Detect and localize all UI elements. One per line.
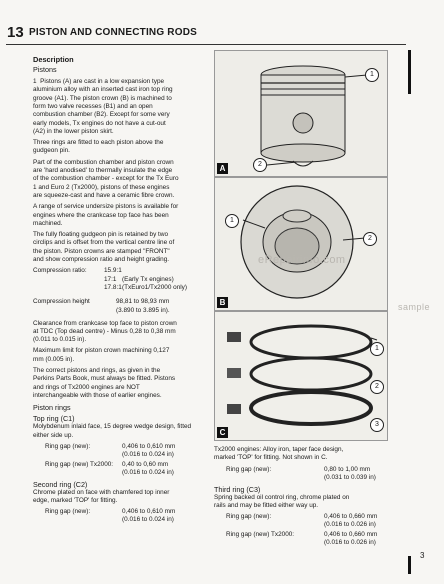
- watermark-sample: sample: [398, 302, 431, 312]
- ring-gap-value2: (0.016 to 0.024 in): [122, 450, 174, 458]
- ring-gap-value2: (0.031 to 0.039 in): [324, 473, 376, 481]
- text-line: form two valve recesses (B1) and an open: [33, 102, 153, 110]
- subheading: Top ring (C1): [33, 413, 75, 423]
- ring-gap-value: 0,406 to 0,660 mm: [324, 513, 378, 521]
- page-header: [0, 0, 444, 48]
- section-title: PISTON AND CONNECTING RODS: [29, 27, 197, 38]
- text-line: aluminium alloy with an inserted cast iron top ring: [33, 86, 173, 94]
- text-line: The correct pistons and rings, as given in the: [33, 367, 161, 374]
- text-line: interchangeable with those of earlier engines.: [33, 391, 162, 399]
- comp-height-label: Compression height: [33, 298, 90, 306]
- figure-a: [214, 50, 388, 177]
- ring-gap-value: 0,406 to 0,610 mm: [122, 442, 176, 450]
- subheading: Piston rings: [33, 403, 71, 413]
- text-line: Clearance from crankcase top face to piston crown: [33, 319, 177, 327]
- text-line: are squeeze-cast and have a ceramic fibre crown.: [33, 191, 175, 199]
- compression-note: (Early Tx engines): [122, 275, 174, 283]
- ring-gap-value: 0,406 to 0,610 mm: [122, 508, 176, 516]
- ring-gap-value2: (0.016 to 0.026 in): [324, 539, 376, 547]
- ring-gap-label: Ring gap (new):: [226, 513, 272, 521]
- ring-gap-label: Ring gap (new):: [45, 508, 91, 516]
- watermark-text: eRepairinfo.com: [258, 254, 346, 266]
- piston-rings-illustration: [215, 312, 387, 440]
- text-line: Molybdenum inlaid face, 15 degree wedge design, fitted: [33, 423, 192, 431]
- margin-mark: 3: [420, 551, 425, 560]
- callout-1: 1: [370, 342, 384, 356]
- text-line: are 'hard anodised' to thermally insulate the edge: [33, 167, 173, 174]
- text-line: Spring backed oil control ring, chrome plated on: [214, 493, 350, 501]
- text-line: and show compression ratio and height grading.: [33, 256, 170, 263]
- text-line: engines where the crankcase top face has been: [33, 211, 169, 219]
- text-line: mm (0.005 in).: [33, 355, 75, 363]
- text-line: 1 and Euro 2 (Tx2000), pistons of these engines: [33, 183, 170, 191]
- text-line: The fully floating gudgeon pin is retained by two: [33, 231, 168, 239]
- text-line: of the combustion chamber - except for the Tx Euro: [33, 175, 179, 183]
- text-line: (0.011 to 0.015 in).: [33, 336, 87, 344]
- text-line: A range of service undersize pistons is available for: [33, 203, 179, 211]
- callout-3: 3: [370, 418, 384, 432]
- text-line: combustion chamber (B2). Except for some very: [33, 111, 170, 119]
- compression-ratio: 15.9:1: [104, 267, 122, 275]
- comp-height-value: 98,81 to 98,93 mm: [116, 298, 170, 306]
- compression-ratio: 17:1: [104, 275, 117, 283]
- section-number: 13: [7, 24, 24, 41]
- section-heading: Description: [33, 55, 74, 64]
- ring-gap-label: Ring gap (new):: [45, 442, 91, 450]
- text-line: at TDC (Top dead centre) - Minus 0,28 to 0,38 mm: [33, 327, 176, 335]
- subheading: Pistons: [33, 65, 57, 74]
- callout-2: 2: [253, 158, 267, 172]
- ring-gap-value2: (0.016 to 0.026 in): [324, 521, 376, 529]
- text-line: Chrome plated on face with chamfered top inner: [33, 488, 170, 496]
- callout-2: 2: [363, 232, 377, 246]
- text-line: Three rings are fitted to each piston above the: [33, 139, 164, 147]
- callout-1: 1: [225, 214, 239, 228]
- figure-tag: A: [217, 163, 228, 174]
- text-line: early models, Tx engines do not have a cut-out: [33, 119, 166, 127]
- ring-gap-value: 0,406 to 0,660 mm: [324, 531, 378, 539]
- compression-ratio: 17.8:1: [104, 283, 122, 291]
- piston-crown-illustration: [215, 178, 387, 310]
- ring-gap-value: 0,80 to 1,00 mm: [324, 465, 371, 473]
- ring-gap-value: 0,40 to 0,60 mm: [122, 460, 169, 468]
- text-line: the piston. Piston crowns are stamped "FRONT": [33, 247, 170, 255]
- text-line: Maximum limit for piston crown machining 0,127: [33, 347, 170, 355]
- callout-1: 1: [365, 68, 379, 82]
- text-line: (A2) in the lower piston skirt.: [33, 127, 114, 135]
- text-line: Tx2000 engines: Alloy iron, taper face design,: [214, 446, 344, 453]
- text-line: and rings of Tx2000 engines are NOT: [33, 383, 140, 391]
- text-line: Part of the combustion chamber and piston crown: [33, 158, 174, 166]
- figure-b: [214, 177, 388, 311]
- text-line: either side up.: [33, 431, 74, 439]
- text-line: gudgeon pin.: [33, 147, 70, 155]
- ring-gap-label: Ring gap (new):: [226, 465, 272, 473]
- subheading: Second ring (C2): [33, 479, 88, 489]
- header-rule: [6, 44, 406, 45]
- margin-bar: [408, 556, 411, 574]
- ring-gap-label: Ring gap (new) Tx2000:: [226, 531, 295, 539]
- figure-tag: B: [217, 297, 228, 308]
- subheading: Third ring (C3): [214, 484, 261, 494]
- callout-2: 2: [370, 380, 384, 394]
- text-line: 1 Pistons (A) are cast in a low expansion type: [33, 78, 165, 85]
- text-line: circlips and is offset from the vertical centre line of: [33, 239, 175, 247]
- ring-gap-value2: (0.016 to 0.024 in): [122, 516, 174, 524]
- text-line: rails and may be fitted either way up.: [214, 501, 319, 509]
- text-line: Perkins Parts Book, must always be fitted. Pistons: [33, 375, 176, 383]
- text-line: groove (A1). The piston crown (B) is machined to: [33, 94, 172, 102]
- ring-gap-value2: (0.016 to 0.024 in): [122, 468, 174, 476]
- ring-gap-label: Ring gap (new) Tx2000:: [45, 460, 114, 468]
- text-line: machined.: [33, 219, 63, 227]
- compression-label: Compression ratio:: [33, 267, 87, 275]
- compression-note: (TxEuro1/Tx2000 only): [122, 283, 187, 291]
- text-line: marked 'TOP' for fitting. Not shown in C.: [214, 454, 328, 462]
- comp-height-value2: (3.890 to 3.895 in).: [116, 306, 170, 314]
- figure-tag: C: [217, 427, 228, 438]
- piston-side-illustration: [215, 51, 387, 176]
- text-line: edge, marked 'TOP' for fitting.: [33, 497, 118, 505]
- figure-c: [214, 311, 388, 441]
- margin-bar: [408, 50, 411, 94]
